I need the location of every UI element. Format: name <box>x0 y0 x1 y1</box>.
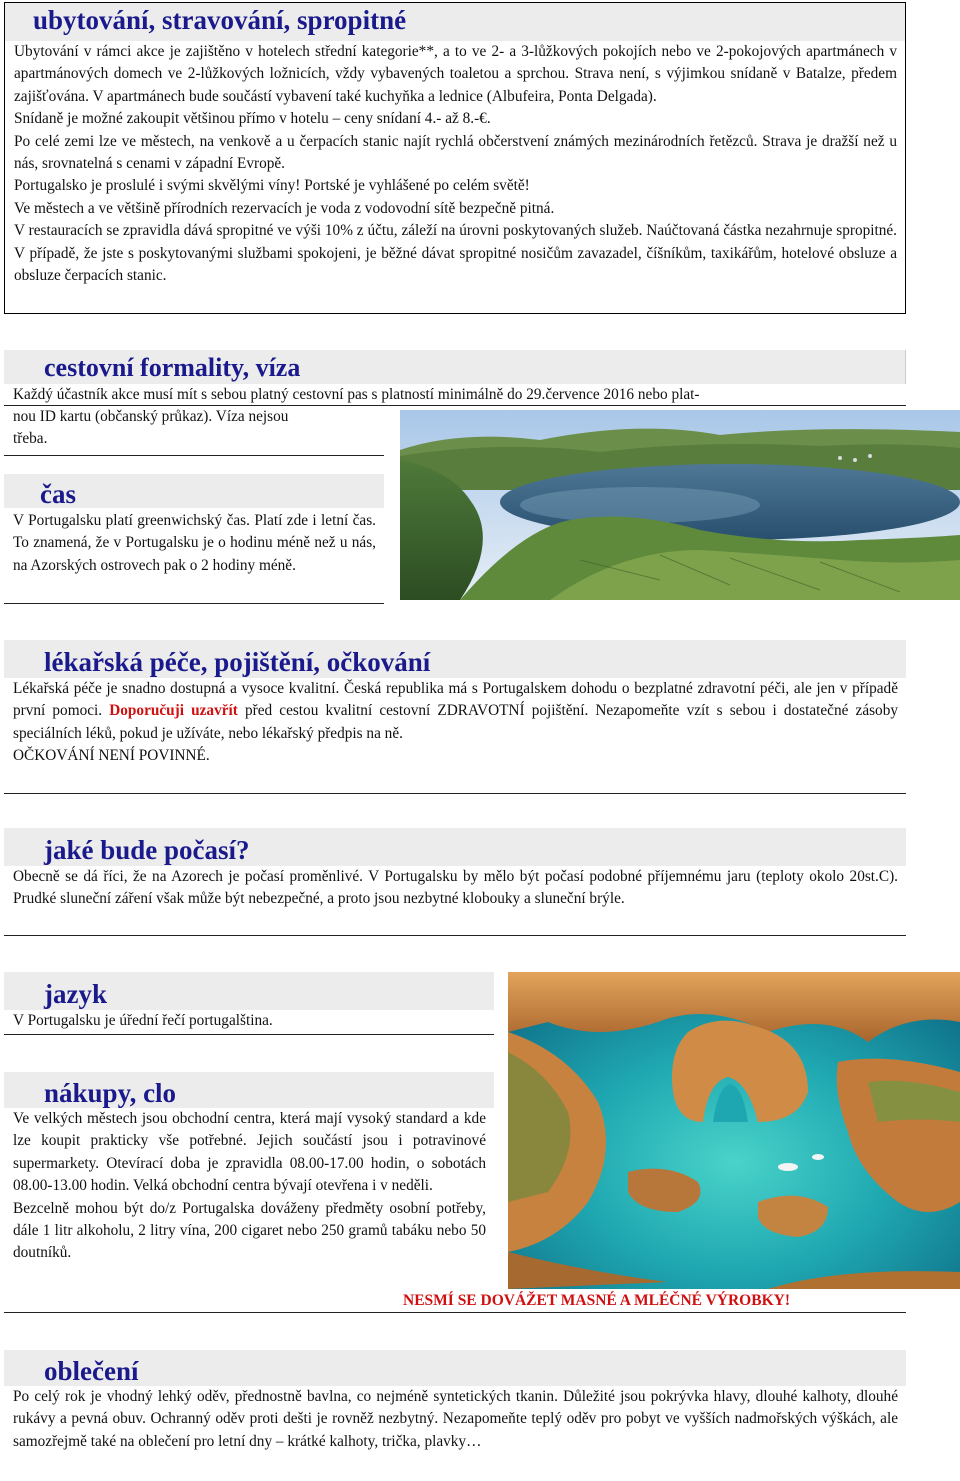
section-shopping-customs <box>4 1072 494 1290</box>
heading-language: jazyk <box>4 972 494 1010</box>
divider <box>4 1312 906 1313</box>
heading-accommodation: ubytování, stravování, spropitné <box>5 3 905 41</box>
shopping-customs-text: Ve velkých městech jsou obchodní centra, která mají vysoký standard a kde lze koupit prakticky vše potřebné. Jejich součástí jsou i potravinové supermarkety. Otevírací doba je zpravidla 08.00-17.00 hodin, o sobotách 08.00-13.00 hodin. Velká obchodní centra bývají otevřena i v neděli. Bezcelně mohou být do/z Portugalska dováženy předměty osobní potřeby, dále 1 litr alkoholu, 2 litry vína, 200 cigaret nebo 250 gramů tabáku nebo 50 doutníků. <box>13 1110 486 1262</box>
section-weather <box>4 828 906 935</box>
time-text: V Portugalsku platí greenwichský čas. Platí zde i letní čas. To znamená, že v Portugalsku je o hodinu méně než u nás, na Azorských ostrovech pak o 2 hodiny méně. <box>13 512 376 574</box>
algarve-coast-photo <box>508 972 960 1289</box>
heading-time: čas <box>4 474 384 508</box>
weather-text: Obecně se dá říci, že na Azorech je počasí proměnlivé. V Portugalsku by mělo být počasí podobné příjemnému jaru (teploty okolo 20st.C). Prudké sluneční záření však může být nebezpečné, a proto jsou nezbytné klobouky a sluneční brýle. <box>13 868 898 908</box>
heading-weather: jaké bude počasí? <box>4 828 906 866</box>
section-language <box>4 972 494 1034</box>
healthcare-text: Lékařská péče je snadno dostupná a vysoce kvalitní. Česká republika má s Portugalskem dohodu o bezplatné zdravotní péči, ale jen v případě první pomoci. Doporučuji uzavřít před cestou kvalitní cestovní ZDRAVOTNÍ pojištění. Nezapomeňte vzít s sebou i dostatečné zásoby speciálních léků, pokud je užíváte, nebo lékařský předpis na ně. OČKOVÁNÍ NENÍ POVINNÉ. <box>13 680 899 765</box>
section-healthcare <box>4 640 906 792</box>
section-time <box>4 474 384 604</box>
heading-healthcare: lékařská péče, pojištění, očkování <box>4 640 906 678</box>
travel-formalities-line2: nou ID kartu (občanský průkaz). Víza nejsou <box>13 408 289 425</box>
heading-clothing: oblečení <box>4 1350 906 1386</box>
recommendation-highlight: Doporučuji uzavřít <box>109 702 238 720</box>
divider <box>4 603 384 604</box>
clothing-text: Po celý rok je vhodný lehký oděv, přednostně bavlna, co nejméně syntetických tkanin. Důležité jsou pokrývka hlavy, dlouhé kalhoty, dlouhé rukávy a pevná obuv. Ochranný oděv proti dešti je rovněž nezbytný. Nezapomeňte teplý oděv pro pobyt ve vyšších nadmořských výškách, ale samozřejmě také na oblečení pro letní dny – krátké kalhoty, trička, plavky… <box>13 1388 898 1450</box>
divider <box>4 793 906 794</box>
heading-shopping-customs: nákupy, clo <box>4 1072 494 1108</box>
divider <box>4 935 906 936</box>
customs-warning: NESMÍ SE DOVÁŽET MASNÉ A MLÉČNÉ VÝROBKY! <box>403 1292 790 1309</box>
section-accommodation <box>4 2 906 314</box>
divider <box>4 1034 494 1035</box>
section-clothing <box>4 1350 906 1480</box>
travel-formalities-line1: Každý účastník akce musí mít s sebou platný cestovní pas s platností minimálně do 29.července 2016 nebo plat- <box>4 384 906 406</box>
accommodation-text: Ubytování v rámci akce je zajištěno v hotelech střední kategorie**, a to ve 2- a 3-lůžkových pokojích nebo ve 2-pokojových apartmánech v apartmánových domech ve 2-lůžkových ložnicích, vždy vybavených toaletou a sprchou. Strava není, s výjimkou snídaně v Batalze, předem zajišťována. V apartmánech bude součástí vybavení také kuchyňka a lednice (Albufeira, Ponta Delgada). Snídaně je možné zakoupit většinou přímo v hotelu – ceny snídaní 4.- až 8.-€. Po celé zemi lze ve městech, na venkově a u čerpacích stanic najít rychlá občerstvení známých mezinárodních řetězců. Strava je dražší než u nás, srovnatelná s cenami v západní Evropě. Portugalsko je proslulé i svými skvělými víny! Portské je vyhlášené po celém světě! Ve městech a ve většině přírodních rezervacích je voda z vodovodní sítě bezpečně pitná. V restauracích se zpravidla dává spropitné ve výši 10% z účtu, záleží na úrovni poskytovaných služeb. Naúčtovaná částka nezahrnuje spropitné. V případě, že jste s poskytovanými službami spokojeni, je běžné dávat spropitné nosičům zavazadel, číšníkům, taxikářům, hotelové obsluze a obsluze čerpacích stanic. <box>14 43 897 285</box>
azores-lake-photo <box>400 410 960 600</box>
travel-formalities-line3: třeba. <box>13 430 48 447</box>
language-text: V Portugalsku je úřední řečí portugalština. <box>13 1012 273 1029</box>
heading-travel-formalities: cestovní formality, víza <box>4 350 906 384</box>
divider <box>4 455 384 456</box>
